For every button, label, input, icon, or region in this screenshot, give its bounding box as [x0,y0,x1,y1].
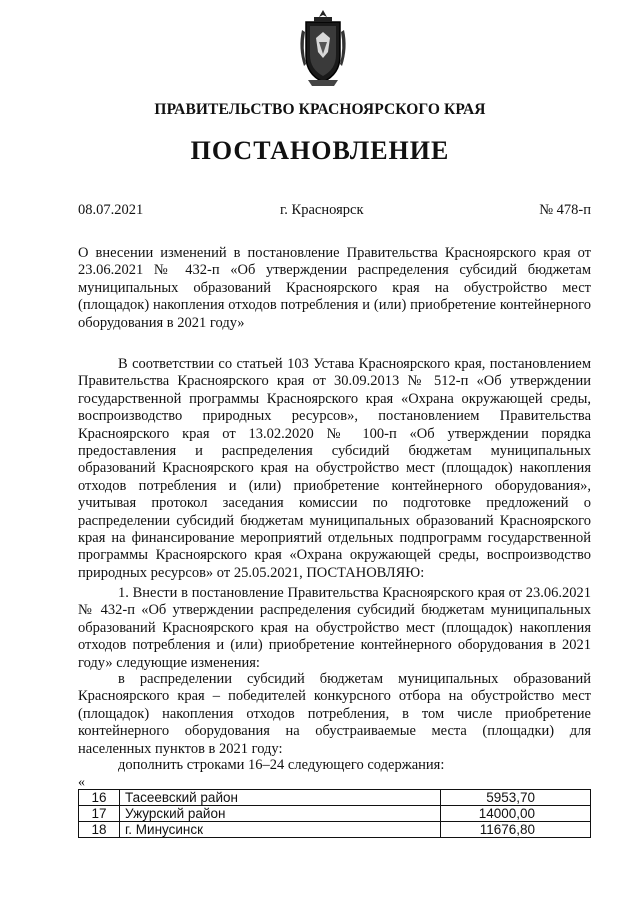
row-number: 16 [79,790,120,806]
municipality-name: Ужурский район [120,806,441,822]
municipality-name: Тасеевский район [120,790,441,806]
subsidy-amount: 5953,70 [441,790,591,806]
subsidy-amount: 11676,80 [441,822,591,838]
table-row [79,790,591,806]
document-date: 08.07.2021 [78,202,144,218]
subsidy-amount: 14000,00 [441,806,591,822]
document-type-heading: ПОСТАНОВЛЕНИЕ [190,136,450,165]
municipality-name: г. Минусинск [120,822,441,838]
change-paragraph: в распределении субсидий бюджетам муниципальных образований Красноярского края – победителей конкурсного отбора на обустройство мест (площадок) накопления отходов потребления, в том числе приобретение контейнерного оборудования на обустраиваемые места (площадки) для населенных пунктов в 2021 году: [78,671,591,757]
opening-quote: « [78,775,85,790]
subsidy-table [78,789,591,838]
coat-of-arms-icon [296,8,350,88]
row-number: 17 [79,806,120,822]
document-number: № 478-п [539,202,591,218]
preamble-paragraph: В соответствии со статьей 103 Устава Красноярского края, постановлением Правительства Красноярского края от 30.09.2013 № 512-п «Об утверждении государственной программы Красноярского края «Охрана окружающей среды, воспроизводство природных ресурсов», постановлением Правительства Красноярского края от 13.02.2020 № 100-п «Об утверждении порядка предоставления и распределения субсидий бюджетам муниципальных образований Красноярского края на обустройство мест (площадок) накопления отходов потребления и (или) приобретение контейнерного оборудования», учитывая протокол заседания комиссии по подготовке предложений о распределении субсидий бюджетам муниципальных образований Красноярского края на финансирование мероприятий отдельных подпрограмм государственной программы Красноярского края «Охрана окружающей среды, воспроизводство природных ресурсов» от 25.05.2021, ПОСТАНОВЛЯЮ: [78,356,591,581]
add-rows-instruction: дополнить строками 16–24 следующего содержания: [118,757,445,773]
clause-1-paragraph: 1. Внести в постановление Правительства Красноярского края от 23.06.2021 № 432-п «Об утверждении распределения субсидий бюджетам муниципальных образований Красноярского края на обустройство мест (площадок) накопления отходов потребления и (или) приобретение контейнерного оборудования в 2021 году» следующие изменения: [78,585,591,671]
table-row [79,822,591,838]
row-number: 18 [79,822,120,838]
organization-title: ПРАВИТЕЛЬСТВО КРАСНОЯРСКОГО КРАЯ [154,101,486,118]
table-row [79,806,591,822]
document-subject: О внесении изменений в постановление Правительства Красноярского края от 23.06.2021 № 432-п «Об утверждении распределения субсидий бюджетам муниципальных образований Красноярского края на обустройство мест (площадок) накопления отходов потребления и (или) приобретение контейнерного оборудования в 2021 году» [78,245,591,331]
document-city: г. Красноярск [280,202,364,218]
